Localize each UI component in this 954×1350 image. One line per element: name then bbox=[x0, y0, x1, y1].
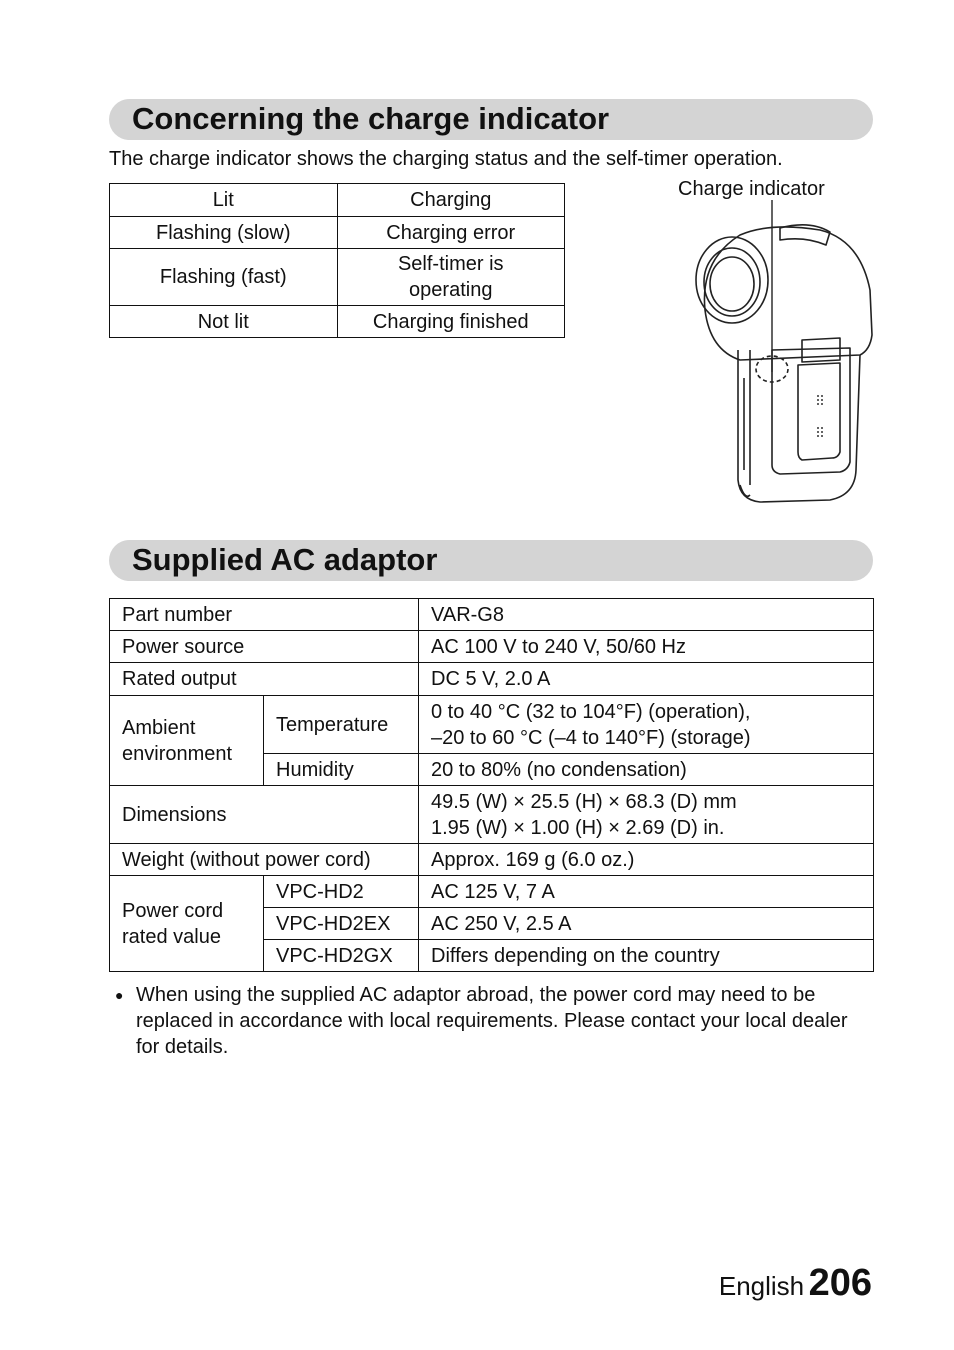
spec-label: Rated output bbox=[110, 663, 419, 696]
page-number: 206 bbox=[808, 1262, 872, 1304]
temperature-operation: 0 to 40 °C (32 to 104°F) (operation), bbox=[431, 700, 751, 723]
spec-value: AC 100 V to 240 V, 50/60 Hz bbox=[419, 631, 874, 663]
spec-label: Part number bbox=[110, 599, 419, 631]
section-header-charge-indicator bbox=[109, 99, 873, 140]
intro-text: The charge indicator shows the charging status and the self-timer operation. bbox=[109, 148, 783, 170]
section-header-ac-adaptor bbox=[109, 540, 873, 581]
table-row bbox=[110, 306, 565, 338]
spec-value bbox=[419, 696, 874, 754]
footer-language: English bbox=[718, 1271, 805, 1301]
indicator-state: Not lit bbox=[110, 306, 338, 338]
table-row bbox=[110, 631, 874, 663]
indicator-meaning: Self-timer is operating bbox=[337, 249, 565, 306]
spec-label: Power source bbox=[110, 631, 419, 663]
table-row bbox=[110, 184, 565, 217]
dimensions-imperial: 1.95 (W) × 1.00 (H) × 2.69 (D) in. bbox=[431, 816, 725, 839]
spec-label: Weight (without power cord) bbox=[110, 844, 419, 876]
cord-value: AC 125 V, 7 A bbox=[419, 876, 874, 908]
spec-value: 20 to 80% (no condensation) bbox=[419, 754, 874, 786]
cord-value: AC 250 V, 2.5 A bbox=[419, 908, 874, 940]
spec-value: VAR-G8 bbox=[419, 599, 874, 631]
table-row bbox=[110, 217, 565, 249]
spec-value: Approx. 169 g (6.0 oz.) bbox=[419, 844, 874, 876]
table-row bbox=[110, 876, 874, 908]
spec-value: DC 5 V, 2.0 A bbox=[419, 663, 874, 696]
table-row bbox=[110, 844, 874, 876]
section-title: Supplied AC adaptor bbox=[132, 542, 438, 577]
cord-model: VPC-HD2GX bbox=[264, 940, 419, 972]
page-footer bbox=[719, 1262, 872, 1305]
spec-sublabel: Humidity bbox=[264, 754, 419, 786]
cord-model: VPC-HD2EX bbox=[264, 908, 419, 940]
dimensions-metric: 49.5 (W) × 25.5 (H) × 68.3 (D) mm bbox=[431, 790, 737, 813]
table-row bbox=[110, 249, 565, 306]
table-row bbox=[110, 696, 874, 754]
indicator-state: Flashing (slow) bbox=[110, 217, 338, 249]
indicator-meaning: Charging bbox=[337, 184, 565, 217]
indicator-meaning: Charging error bbox=[337, 217, 565, 249]
charge-indicator-table bbox=[109, 183, 565, 338]
spec-sublabel: Temperature bbox=[264, 696, 419, 754]
spec-value bbox=[419, 786, 874, 844]
charge-indicator-label: Charge indicator bbox=[678, 178, 825, 200]
indicator-meaning: Charging finished bbox=[337, 306, 565, 338]
spec-label: Power cord rated value bbox=[110, 876, 264, 972]
bullet-icon: ● bbox=[115, 987, 124, 1003]
section-title: Concerning the charge indicator bbox=[132, 101, 610, 136]
indicator-state: Flashing (fast) bbox=[110, 249, 338, 306]
spec-label: Ambient environment bbox=[110, 696, 264, 786]
cord-value: Differs depending on the country bbox=[419, 940, 874, 972]
ac-adaptor-spec-table bbox=[109, 598, 874, 972]
table-row bbox=[110, 786, 874, 844]
table-row bbox=[110, 663, 874, 696]
indicator-state: Lit bbox=[110, 184, 338, 217]
spec-label: Dimensions bbox=[110, 786, 419, 844]
cord-model: VPC-HD2 bbox=[264, 876, 419, 908]
temperature-storage: –20 to 60 °C (–4 to 140°F) (storage) bbox=[431, 726, 751, 749]
camera-illustration bbox=[680, 200, 880, 505]
note-text: When using the supplied AC adaptor abroad, the power cord may need to be replaced in accordance with local requirements. Please contact your local dealer for details. bbox=[136, 984, 848, 1058]
table-row bbox=[110, 599, 874, 631]
